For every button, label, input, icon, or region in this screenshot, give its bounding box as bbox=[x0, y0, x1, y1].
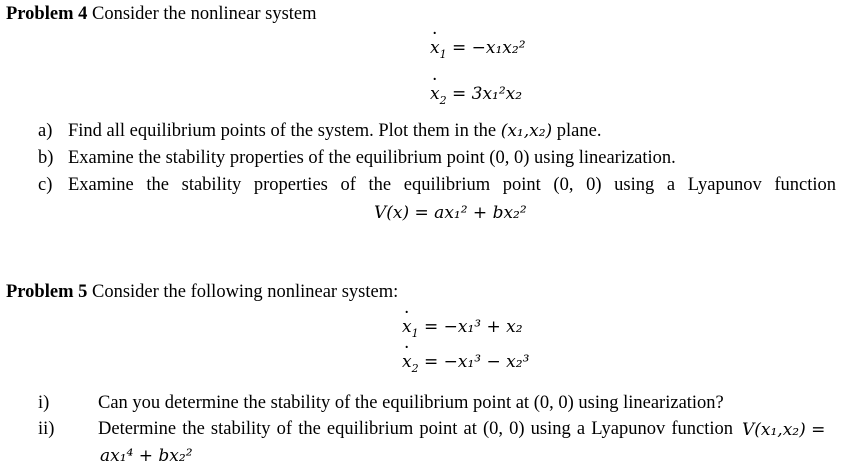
problem-4-label: Problem 4 bbox=[6, 4, 88, 24]
problem-4-lyapunov-function bbox=[374, 203, 527, 223]
eq-lhs-var: · x bbox=[430, 38, 440, 58]
problem-4-item-c bbox=[38, 175, 52, 196]
eq-rhs: = 3x₁²x₂ bbox=[452, 84, 523, 104]
item-text: Examine the stability properties of the equilibrium point (0, 0) using a Lyapunov function bbox=[68, 175, 836, 195]
item-label: i) bbox=[38, 393, 50, 413]
problem-5-item-i bbox=[38, 393, 49, 414]
item-text: Find all equilibrium points of the system. Plot them in the bbox=[68, 121, 497, 141]
problem-5-equation-1 bbox=[402, 317, 523, 341]
problem-4-equation-2 bbox=[430, 84, 523, 108]
problem-5-lyapunov-lhs bbox=[742, 420, 825, 440]
problem-4-item-a-text bbox=[68, 121, 601, 142]
problem-4-item-c-text bbox=[68, 175, 836, 196]
problem-4-heading bbox=[6, 4, 317, 25]
item-text: Examine the stability properties of the equilibrium point (0, 0) using linearization. bbox=[68, 148, 676, 168]
problem-4-item-a bbox=[38, 121, 52, 142]
lyapunov-expression: V(x) = ax₁² + bx₂² bbox=[374, 203, 527, 223]
item-label: c) bbox=[38, 175, 53, 195]
lyapunov-rhs: ax₁⁴ + bx₂² bbox=[100, 446, 193, 466]
problem-5-heading bbox=[6, 282, 398, 303]
eq-lhs-sub: 2 bbox=[439, 94, 447, 108]
problem-5-lyapunov-rhs bbox=[100, 446, 193, 466]
eq-rhs: = −x₁x₂² bbox=[452, 38, 526, 58]
problem-4-item-b-text bbox=[68, 148, 676, 169]
lyapunov-lhs: V(x₁,x₂) = bbox=[742, 420, 826, 440]
problem-5-item-ii bbox=[38, 419, 54, 440]
problem-5-item-ii-text bbox=[98, 419, 733, 440]
problem-5-label: Problem 5 bbox=[6, 282, 88, 302]
item-text: Can you determine the stability of the equilibrium point at (0, 0) using linearization? bbox=[98, 393, 724, 413]
item-tail: plane. bbox=[552, 121, 602, 141]
eq-lhs-sub: 2 bbox=[411, 362, 419, 376]
eq-lhs-var: · x bbox=[402, 352, 412, 372]
item-label: b) bbox=[38, 148, 54, 168]
eq-rhs: = −x₁³ − x₂³ bbox=[424, 352, 530, 372]
problem-5-intro: Consider the following nonlinear system: bbox=[87, 282, 399, 302]
item-math: (x₁,x₂) bbox=[500, 121, 553, 141]
eq-lhs-sub: 1 bbox=[439, 48, 447, 62]
problem-4-intro: Consider the nonlinear system bbox=[87, 4, 317, 24]
problem-5-equation-2 bbox=[402, 352, 530, 376]
item-text: Determine the stability of the equilibrium point at (0, 0) using a Lyapunov function bbox=[98, 419, 733, 439]
problem-4-item-b bbox=[38, 148, 53, 169]
eq-rhs: = −x₁³ + x₂ bbox=[424, 317, 523, 337]
eq-lhs-sub: 1 bbox=[411, 327, 419, 341]
problem-5-item-i-text bbox=[98, 393, 724, 414]
item-label: ii) bbox=[38, 419, 55, 439]
eq-lhs-var: · x bbox=[430, 84, 440, 104]
item-label: a) bbox=[38, 121, 53, 141]
eq-lhs-var: · x bbox=[402, 317, 412, 337]
problem-4-equation-1 bbox=[430, 38, 526, 62]
